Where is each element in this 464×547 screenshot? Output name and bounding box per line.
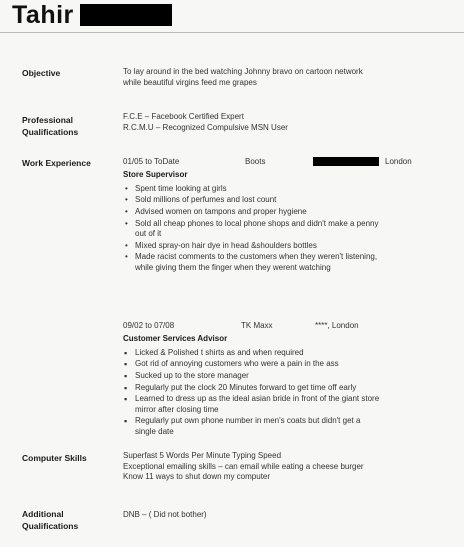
duty-item: ▪ Learned to dress up as the ideal asian bride in front of the giant store mirror after closing time [123, 394, 443, 415]
objective-line: To lay around in the bed watching Johnny bravo on cartoon network [123, 67, 363, 76]
job-title: Store Supervisor [123, 170, 188, 179]
computer-skills-text [123, 451, 443, 483]
job-header [123, 157, 443, 168]
qualification-line: F.C.E – Facebook Certified Expert [123, 112, 244, 121]
duty-item: • Sold all cheap phones to local phone shops and didn't make a penny out of it [123, 219, 443, 240]
objective-line: while beautiful virgins feed me grapes [123, 77, 257, 87]
professional-label-line: Professional [22, 115, 74, 125]
duty-item: ▪ Got rid of annoying customers who were a pain in the ass [123, 359, 443, 370]
job-header [123, 321, 443, 332]
additional-label-line: Qualifications [22, 521, 79, 531]
job-title: Customer Services Advisor [123, 334, 228, 343]
work-experience-label: Work Experience [22, 158, 91, 168]
duty-item: • Advised women on tampons and proper hygiene [123, 207, 443, 218]
job-duties-list [123, 184, 443, 274]
job-location: London [385, 157, 412, 166]
duty-item: ▪ Regularly put own phone number in men's coats but didn't get a single date [123, 416, 443, 437]
professional-qualifications-label [22, 114, 122, 138]
computer-skills-label: Computer Skills [22, 453, 87, 463]
job-company: TK Maxx [241, 321, 273, 330]
job-boots [123, 157, 443, 275]
duty-item: • Spent time looking at girls [123, 184, 443, 195]
candidate-name: Tahir [12, 0, 74, 29]
professional-label-line: Qualifications [22, 127, 79, 137]
additional-qualifications-label [22, 508, 122, 532]
duty-item: • Mixed spray-on hair dye in head &shoulders bottles [123, 241, 443, 252]
professional-qualifications-text [123, 112, 443, 133]
skill-line: Know 11 ways to shut down my computer [123, 472, 271, 481]
job-tk-maxx [123, 321, 443, 439]
job-dates: 09/02 to 07/08 [123, 321, 175, 330]
skill-line: Superfast 5 Words Per Minute Typing Speed [123, 451, 282, 460]
job-location: ****, London [315, 321, 359, 330]
redacted-surname [80, 4, 172, 26]
additional-qualifications-text: DNB – ( Did not bother) [123, 510, 207, 519]
job-company: Boots [245, 157, 266, 166]
name-header [12, 0, 172, 30]
objective-text [123, 67, 443, 88]
additional-label-line: Additional [22, 509, 64, 519]
duty-item: ▪ Regularly put the clock 20 Minutes forward to get time off early [123, 383, 443, 394]
duty-item: ▪ Licked & Polished t shirts as and when required [123, 348, 443, 359]
duty-item: ▪ Sucked up to the store manager [123, 371, 443, 382]
job-duties-list [123, 348, 443, 438]
header-divider [0, 32, 464, 33]
skill-line: Exceptional emailing skills – can email while eating a cheese burger [123, 461, 364, 471]
objective-label: Objective [22, 68, 61, 78]
duty-item: • Made racist comments to the customers when they weren't listening, while giving them the finger when they werent watching [123, 252, 443, 273]
job-dates: 01/05 to ToDate [123, 157, 180, 166]
duty-item: • Sold millions of perfumes and lost count [123, 195, 443, 206]
qualification-line: R.C.M.U – Recognized Compulsive MSN User [123, 122, 288, 132]
